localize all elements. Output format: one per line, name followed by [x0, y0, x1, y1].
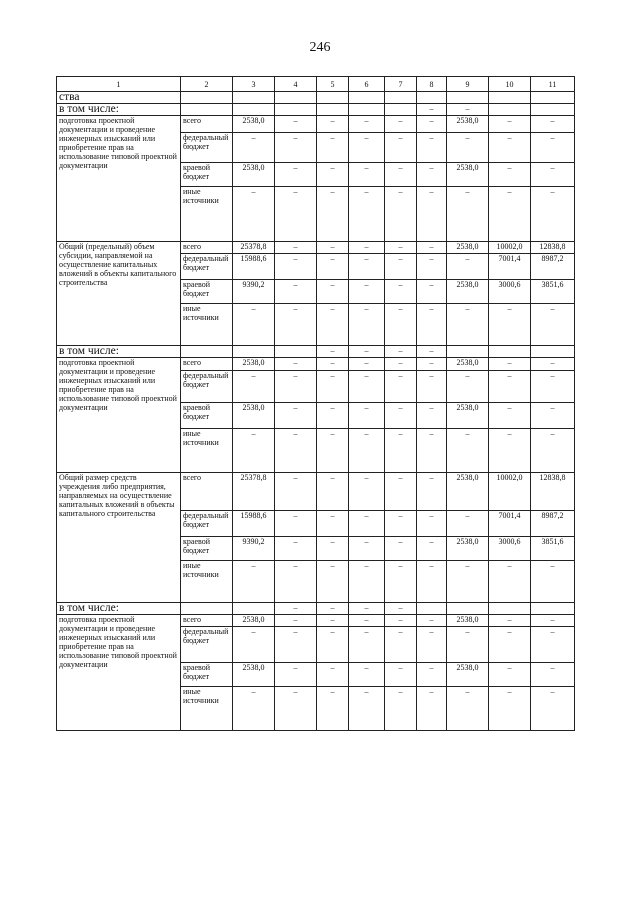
column-number: 9 [447, 77, 489, 92]
table-cell: – [417, 627, 447, 663]
funding-source: федеральный бюджет [181, 511, 233, 537]
row-description: Общий размер средств учреждения либо предприятия, направляемых на осуществление капитальных вложений в объекты капитального строительства [57, 473, 181, 603]
table-cell: – [417, 663, 447, 687]
table-cell: – [447, 304, 489, 346]
table-cell: – [447, 254, 489, 280]
table-cell: – [275, 116, 317, 133]
table-cell: – [489, 615, 531, 627]
table-cell: – [275, 663, 317, 687]
table-cell: – [417, 429, 447, 473]
table-cell: – [447, 561, 489, 603]
table-cell [531, 603, 575, 615]
table-cell: – [531, 429, 575, 473]
table-cell: – [349, 280, 385, 304]
table-cell [447, 92, 489, 104]
table-cell [233, 603, 275, 615]
table-cell: – [317, 133, 349, 163]
table-cell: – [233, 429, 275, 473]
table-cell [489, 346, 531, 358]
funding-source: краевой бюджет [181, 663, 233, 687]
table-cell: – [349, 242, 385, 254]
table-cell: – [531, 133, 575, 163]
table-cell: – [531, 687, 575, 731]
table-cell: – [349, 627, 385, 663]
table-cell: – [317, 603, 349, 615]
table-row [57, 473, 575, 511]
table-cell: – [447, 511, 489, 537]
table-cell: – [317, 687, 349, 731]
table-cell: – [349, 116, 385, 133]
table-cell: – [275, 429, 317, 473]
funding-source: краевой бюджет [181, 403, 233, 429]
table-row [57, 116, 575, 133]
table-cell: – [349, 403, 385, 429]
table-cell: – [385, 346, 417, 358]
table-cell: – [385, 627, 417, 663]
table-cell: – [531, 663, 575, 687]
column-number: 4 [275, 77, 317, 92]
table-cell: – [489, 133, 531, 163]
table-cell: – [317, 473, 349, 511]
table-cell: – [531, 561, 575, 603]
table-cell: – [531, 187, 575, 242]
table-cell: – [233, 304, 275, 346]
table-cell: 25378,8 [233, 473, 275, 511]
table-cell: – [385, 187, 417, 242]
column-number: 6 [349, 77, 385, 92]
table-cell: – [349, 429, 385, 473]
table-cell [181, 603, 233, 615]
table-cell: – [349, 254, 385, 280]
table-cell: – [349, 371, 385, 403]
funding-source: иные источники [181, 429, 233, 473]
table-cell: – [275, 615, 317, 627]
row-description: в том числе: [57, 603, 181, 615]
table-cell: – [385, 561, 417, 603]
table-cell [417, 92, 447, 104]
table-cell: – [531, 163, 575, 187]
table-cell [181, 92, 233, 104]
row-description: ства [57, 92, 181, 104]
table-cell: 9390,2 [233, 280, 275, 304]
table-cell: – [489, 304, 531, 346]
table-cell: – [349, 304, 385, 346]
table-cell: – [531, 615, 575, 627]
table-cell: 2538,0 [233, 403, 275, 429]
table-cell: 10002,0 [489, 242, 531, 254]
table-cell: – [317, 429, 349, 473]
table-cell: – [417, 358, 447, 371]
table-cell: – [385, 280, 417, 304]
table-cell [447, 603, 489, 615]
table-cell: 2538,0 [447, 242, 489, 254]
table-cell: – [317, 346, 349, 358]
table-cell: – [275, 358, 317, 371]
table-cell [531, 104, 575, 116]
table-cell [317, 92, 349, 104]
table-cell: – [275, 561, 317, 603]
table-cell: 2538,0 [447, 615, 489, 627]
table-cell: – [317, 304, 349, 346]
table-cell [417, 603, 447, 615]
table-cell: – [317, 163, 349, 187]
funding-source: федеральный бюджет [181, 133, 233, 163]
column-number: 2 [181, 77, 233, 92]
table-cell: – [489, 371, 531, 403]
table-cell: – [489, 358, 531, 371]
table-cell: – [275, 403, 317, 429]
table-cell: – [317, 537, 349, 561]
table-cell: – [275, 254, 317, 280]
funding-source: всего [181, 615, 233, 627]
row-description: в том числе: [57, 346, 181, 358]
table-cell: 2538,0 [447, 663, 489, 687]
table-cell: – [317, 371, 349, 403]
table-cell: – [275, 304, 317, 346]
table-cell [233, 92, 275, 104]
page-number: 246 [309, 40, 331, 55]
table-cell [447, 346, 489, 358]
table-cell: – [349, 687, 385, 731]
table-row [57, 358, 575, 371]
table-row [57, 615, 575, 627]
table-row [57, 603, 575, 615]
table-cell: – [447, 133, 489, 163]
table-cell: – [385, 687, 417, 731]
funding-source: иные источники [181, 687, 233, 731]
funding-source: федеральный бюджет [181, 254, 233, 280]
table-cell: – [385, 537, 417, 561]
table-cell: – [233, 187, 275, 242]
table-cell: – [385, 254, 417, 280]
table-cell: – [531, 304, 575, 346]
table-cell: – [385, 429, 417, 473]
table-cell: – [233, 561, 275, 603]
row-description: подготовка проектной документации и проведение инженерных изысканий или приобретение прав на использование типовой проектной документации [57, 615, 181, 731]
table-cell: – [275, 537, 317, 561]
table-cell: – [317, 511, 349, 537]
table-cell: – [417, 163, 447, 187]
table-cell: – [317, 358, 349, 371]
table-cell [233, 104, 275, 116]
table-cell: – [531, 403, 575, 429]
table-cell: – [349, 346, 385, 358]
table-cell: – [233, 687, 275, 731]
table-cell: 2538,0 [447, 473, 489, 511]
table-cell [385, 104, 417, 116]
table-cell: – [447, 104, 489, 116]
table-cell: – [489, 687, 531, 731]
table-cell: – [417, 280, 447, 304]
column-number: 3 [233, 77, 275, 92]
table-cell: 2538,0 [447, 537, 489, 561]
table-cell: – [275, 280, 317, 304]
table-cell: – [317, 187, 349, 242]
table-cell [275, 104, 317, 116]
table-cell: 15988,6 [233, 254, 275, 280]
table-cell: – [417, 304, 447, 346]
funding-source: краевой бюджет [181, 163, 233, 187]
table-cell: – [417, 116, 447, 133]
table-cell: – [349, 133, 385, 163]
table-cell: – [531, 116, 575, 133]
table-cell: – [489, 429, 531, 473]
column-number: 11 [531, 77, 575, 92]
column-number: 1 [57, 77, 181, 92]
table-cell: – [489, 627, 531, 663]
table-cell: – [447, 687, 489, 731]
table-cell: 2538,0 [447, 116, 489, 133]
table-row [57, 346, 575, 358]
table-cell: – [531, 627, 575, 663]
table-cell [181, 346, 233, 358]
table-cell: – [317, 663, 349, 687]
table-header-row [57, 77, 575, 92]
table-cell: – [349, 187, 385, 242]
table-cell: – [275, 603, 317, 615]
table-cell: – [275, 627, 317, 663]
row-description: подготовка проектной документации и проведение инженерных изысканий или приобретение прав на использование типовой проектной документации [57, 116, 181, 242]
table-cell: 2538,0 [447, 358, 489, 371]
table-cell: – [417, 615, 447, 627]
table-cell: – [447, 429, 489, 473]
table-cell: – [233, 133, 275, 163]
table-cell: – [417, 561, 447, 603]
table-cell: – [317, 280, 349, 304]
table-cell: – [275, 242, 317, 254]
table-row [57, 242, 575, 254]
table-cell: – [489, 187, 531, 242]
table-cell: – [447, 371, 489, 403]
table-cell: – [385, 371, 417, 403]
table-cell [489, 603, 531, 615]
column-number: 7 [385, 77, 417, 92]
table-cell: 8987,2 [531, 254, 575, 280]
table-cell [317, 104, 349, 116]
table-cell: – [385, 473, 417, 511]
funding-source: федеральный бюджет [181, 627, 233, 663]
table-cell: 2538,0 [233, 163, 275, 187]
table-cell: – [349, 663, 385, 687]
funding-source: краевой бюджет [181, 280, 233, 304]
table-cell: – [489, 163, 531, 187]
table-cell: – [489, 663, 531, 687]
table-cell: – [417, 687, 447, 731]
table-cell: – [385, 304, 417, 346]
table-cell: 25378,8 [233, 242, 275, 254]
table-cell: – [233, 627, 275, 663]
table-cell: – [317, 561, 349, 603]
table-cell [233, 346, 275, 358]
funding-source: иные источники [181, 561, 233, 603]
table-cell: – [349, 473, 385, 511]
table-cell: – [385, 116, 417, 133]
table-cell: – [385, 615, 417, 627]
funding-source: всего [181, 358, 233, 371]
table-cell: – [385, 358, 417, 371]
table-cell: – [349, 163, 385, 187]
table-cell: – [275, 687, 317, 731]
table-cell: 3000,6 [489, 280, 531, 304]
funding-source: иные источники [181, 304, 233, 346]
table-cell: – [385, 511, 417, 537]
table-row [57, 104, 575, 116]
table-cell: – [317, 254, 349, 280]
table-cell: – [275, 511, 317, 537]
table-cell: – [275, 163, 317, 187]
table-cell: – [489, 403, 531, 429]
row-description: Общий (предельный) объем субсидии, направляемой на осуществление капитальных вложений в объекты капитального строительства [57, 242, 181, 346]
table-cell [275, 92, 317, 104]
table-cell [349, 104, 385, 116]
table-cell: – [275, 371, 317, 403]
table-row [57, 92, 575, 104]
funding-source: всего [181, 116, 233, 133]
table-cell: – [489, 116, 531, 133]
table-cell: – [417, 511, 447, 537]
table-cell: – [349, 561, 385, 603]
table-cell: – [275, 187, 317, 242]
table-cell: – [417, 242, 447, 254]
table-cell: – [417, 403, 447, 429]
table-cell: – [317, 615, 349, 627]
table-cell: 8987,2 [531, 511, 575, 537]
table-cell: – [531, 358, 575, 371]
table-cell: 12838,8 [531, 473, 575, 511]
table-cell: – [417, 346, 447, 358]
funding-source: иные источники [181, 187, 233, 242]
table-cell: – [349, 615, 385, 627]
table-cell: – [317, 116, 349, 133]
table-cell [531, 92, 575, 104]
table-cell: – [275, 473, 317, 511]
table-cell: 2538,0 [447, 403, 489, 429]
table-cell: 2538,0 [233, 615, 275, 627]
table-cell: – [385, 403, 417, 429]
table-cell: 3851,6 [531, 280, 575, 304]
table-cell: – [417, 537, 447, 561]
table-cell: – [417, 473, 447, 511]
table-cell: 3851,6 [531, 537, 575, 561]
table-cell: 10002,0 [489, 473, 531, 511]
table-cell [275, 346, 317, 358]
table-cell [531, 346, 575, 358]
budget-table [56, 76, 575, 731]
table-cell: – [447, 627, 489, 663]
table-cell: 7001,4 [489, 254, 531, 280]
table-cell: 7001,4 [489, 511, 531, 537]
table-cell: 3000,6 [489, 537, 531, 561]
column-number: 10 [489, 77, 531, 92]
funding-source: всего [181, 473, 233, 511]
table-cell: – [275, 133, 317, 163]
table-cell: – [385, 163, 417, 187]
table-cell [181, 104, 233, 116]
table-cell: – [385, 133, 417, 163]
table-cell: 2538,0 [233, 663, 275, 687]
column-number: 5 [317, 77, 349, 92]
funding-source: федеральный бюджет [181, 371, 233, 403]
table-cell: – [349, 537, 385, 561]
table-cell: – [447, 187, 489, 242]
table-cell: – [489, 561, 531, 603]
table-cell: – [349, 511, 385, 537]
row-description: подготовка проектной документации и проведение инженерных изысканий или приобретение прав на использование типовой проектной документации [57, 358, 181, 473]
funding-source: краевой бюджет [181, 537, 233, 561]
table-cell: – [317, 627, 349, 663]
table-cell: 2538,0 [233, 358, 275, 371]
table-cell: – [385, 603, 417, 615]
table-cell: – [317, 242, 349, 254]
table-cell: – [385, 242, 417, 254]
table-cell: – [417, 133, 447, 163]
table-cell: 2538,0 [447, 163, 489, 187]
table-cell: – [349, 358, 385, 371]
table-cell: – [385, 663, 417, 687]
row-description: в том числе: [57, 104, 181, 116]
table-cell: 2538,0 [233, 116, 275, 133]
table-cell: – [349, 603, 385, 615]
table-cell: 15988,6 [233, 511, 275, 537]
table-cell: – [417, 104, 447, 116]
table-cell: – [317, 403, 349, 429]
table-cell: – [417, 254, 447, 280]
funding-source: всего [181, 242, 233, 254]
table-cell: 12838,8 [531, 242, 575, 254]
table-cell: 9390,2 [233, 537, 275, 561]
table-cell: – [531, 371, 575, 403]
table-cell [489, 92, 531, 104]
table-cell: – [417, 187, 447, 242]
column-number: 8 [417, 77, 447, 92]
table-cell [385, 92, 417, 104]
table-cell: – [233, 371, 275, 403]
table-cell: 2538,0 [447, 280, 489, 304]
table-cell [489, 104, 531, 116]
table-cell [349, 92, 385, 104]
table-cell: – [417, 371, 447, 403]
